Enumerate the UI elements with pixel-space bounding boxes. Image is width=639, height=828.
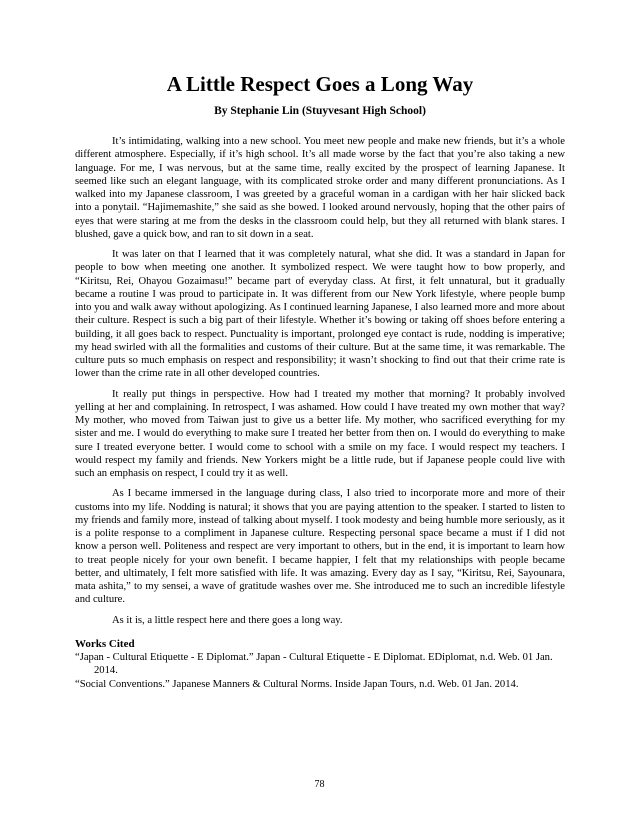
page-number: 78	[314, 779, 325, 790]
essay-body	[75, 135, 565, 627]
essay-paragraph: It really put things in perspective. How had I treated my mother that morning? It probably involved yelling at her and complaining. In retrospect, I was ashamed. How could I have treated my own mother that way? My mother, who moved from Taiwan just to give us a better life. My mother, who sacrificed everything for my sister and me. I would do everything to make sure I treated her better from then on. I would do everything to make sure I treated everyone better. I would come to school with a smile on my face. I would respect my teachers. I would respect my family and friends. New Yorkers might be a little rude, but if Japanese people could live with such an emphasis on respect, I could try it as well.	[75, 388, 565, 479]
works-cited-section	[75, 637, 565, 692]
citation-entry: “Social Conventions.” Japanese Manners & Cultural Norms. Inside Japan Tours, n.d. Web. 01 Jan. 2014.	[75, 678, 519, 690]
essay-closing-paragraph: As it is, a little respect here and there goes a long way.	[112, 614, 343, 626]
works-cited-heading: Works Cited	[75, 637, 135, 650]
essay-paragraph: As I became immersed in the language during class, I also tried to incorporate more and more of their customs into my life. Nodding is natural; it shows that you are paying attention to the speaker. I started to listen to my friends and family more, instead of talking about myself. I took modesty and being humble more seriously, as it is a polite response to a compliment in Japanese culture. Respecting personal space became a must if I did not know a person well. Politeness and respect are very important to others, but in the end, it is important to learn how to treat people nicely for your own benefit. I became happier, I felt that my relationships with people became better, and ultimately, I felt more satisfied with life. It was amazing. Every day as I say, “Kiritsu, Rei, Sayounara, mata ashita,” to my sensei, a wave of gratitude washes over me. She introduced me to such an incredible lifestyle and culture.	[75, 488, 565, 606]
essay-byline: By Stephanie Lin (Stuyvesant High School)	[214, 105, 426, 117]
page-content	[75, 0, 565, 691]
essay-paragraph: It was later on that I learned that it was completely natural, what she did. It was a standard in Japan for people to bow when meeting one another. It symbolized respect. We were taught how to bow properly, and “Kiritsu, Rei, Ohayou Gozaimasu!” became part of everyday class. At first, it felt unnatural, but it gradually became a routine I was proud to participate in. It was different from our New York lifestyle, where people bump into you and walk away without apologizing. As I continued learning Japanese, I also learned more and more about their culture. Respect is such a big part of their lifestyle. Whether it’s bowing or taking off shoes before entering a building, it all goes back to respect. Punctuality is important, prolonged eye contact is rude, nodding is imperative; my head swirled with all the formalities and customs of their culture. But at the same time, it was remarkable. The culture puts so much emphasis on respect and responsibility; it wasn’t shocking to find out that their crime rate is lower than the crime rate in all other developed countries.	[75, 249, 565, 380]
essay-title: A Little Respect Goes a Long Way	[166, 72, 474, 96]
essay-paragraph: It’s intimidating, walking into a new school. You meet new people and make new friends, but it’s a whole different atmosphere. Especially, if it’s high school. It’s all made worse by the fact that you’re also taking a new language. For me, I was nervous, but at the same time, really excited by the prospect of learning Japanese. It seemed like such an elegant language, with its complicated stroke order and many different pronunciations. As I walked into my Japanese classroom, I was greeted by a graceful woman in a cardigan with her hair slicked back into a ponytail. “Hajimemashite,” she said as she bowed. I looked around nervously, hoping that the other pairs of eyes that were staring at me from the desks in the classroom could help, but they all returned with blank stares. I blushed, gave a quick bow, and ran to sit down in a seat.	[75, 136, 565, 240]
citation-entry: “Japan - Cultural Etiquette - E Diplomat.” Japan - Cultural Etiquette - E Diplomat. EDiplomat, n.d. Web. 01 Jan. 2014.	[75, 651, 553, 677]
